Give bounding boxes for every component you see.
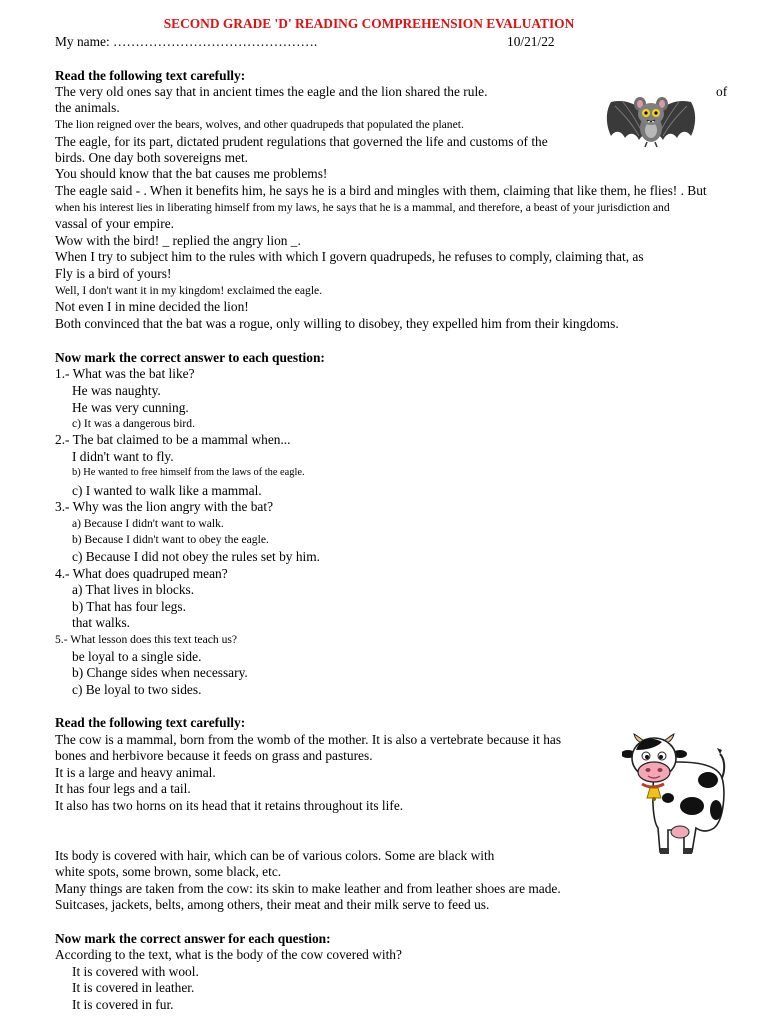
passage1-line: The eagle said - . When it benefits him, he says he is a bird and mingles with them, claiming that like them, he flies! . But bbox=[55, 183, 707, 198]
option[interactable]: It is covered with wool. bbox=[72, 964, 199, 979]
passage2-line: It also has two horns on its head that it retains throughout its life. bbox=[55, 798, 404, 813]
option[interactable]: b) Because I didn't want to obey the eagle. bbox=[72, 533, 269, 546]
option[interactable]: that walks. bbox=[72, 615, 131, 630]
option[interactable]: c) Be loyal to two sides. bbox=[72, 682, 202, 697]
passage1-line: The very old ones say that in ancient times the eagle and the lion shared the rule. bbox=[55, 84, 488, 99]
passage1-heading: Read the following text carefully: bbox=[55, 68, 246, 83]
passage1-line: When I try to subject him to the rules with which I govern quadrupeds, he refuses to comply, claiming that, as bbox=[55, 249, 644, 264]
option[interactable]: He was very cunning. bbox=[72, 400, 189, 415]
passage1-line: Wow with the bird! _ replied the angry lion _. bbox=[55, 233, 301, 248]
option[interactable]: a) Because I didn't want to walk. bbox=[72, 517, 224, 530]
option[interactable]: b) Change sides when necessary. bbox=[72, 665, 248, 680]
option[interactable]: c) I wanted to walk like a mammal. bbox=[72, 483, 262, 498]
passage2-line: bones and herbivore because it feeds on grass and pastures. bbox=[55, 748, 373, 763]
questions1-heading: Now mark the correct answer to each question: bbox=[55, 350, 325, 365]
question-3: 3.- Why was the lion angry with the bat? bbox=[55, 499, 274, 514]
passage1-line: Well, I don't want it in my kingdom! exclaimed the eagle. bbox=[55, 284, 323, 297]
passage2-line: Its body is covered with hair, which can be of various colors. Some are black with bbox=[55, 848, 495, 863]
passage1-line-end: of bbox=[716, 84, 728, 99]
option[interactable]: It is covered in leather. bbox=[72, 980, 195, 995]
page-title: SECOND GRADE 'D' READING COMPREHENSION EVALUATION bbox=[163, 16, 575, 31]
option[interactable]: b) He wanted to free himself from the laws of the eagle. bbox=[72, 467, 305, 478]
option[interactable]: c) It was a dangerous bird. bbox=[72, 417, 195, 430]
question-4: 4.- What does quadruped mean? bbox=[55, 566, 228, 581]
option[interactable]: c) Because I did not obey the rules set by him. bbox=[72, 549, 321, 564]
option[interactable]: I didn't want to fly. bbox=[72, 449, 174, 464]
date: 10/21/22 bbox=[507, 34, 555, 49]
passage2-line: It is a large and heavy animal. bbox=[55, 765, 216, 780]
passage2-line: The cow is a mammal, born from the womb of the mother. It is also a vertebrate because it has bbox=[55, 732, 562, 747]
option[interactable]: b) That has four legs. bbox=[72, 599, 186, 614]
passage2-line: Suitcases, jackets, belts, among others, their meat and their milk serve to feed us. bbox=[55, 897, 490, 912]
passage1-line: Both convinced that the bat was a rogue, only willing to disobey, they expelled him from their kingdoms. bbox=[55, 316, 619, 331]
passage2-line: It has four legs and a tail. bbox=[55, 781, 191, 796]
passage1-line: The eagle, for its part, dictated prudent regulations that governed the life and customs of the bbox=[55, 134, 548, 149]
passage1-line: vassal of your empire. bbox=[55, 216, 174, 231]
question-5: 5.- What lesson does this text teach us? bbox=[55, 633, 238, 646]
passage1-line: when his interest lies in liberating himself from my laws, he says that he is a mammal, and therefore, a beast of your jurisdiction and bbox=[55, 201, 670, 214]
option[interactable]: He was naughty. bbox=[72, 383, 161, 398]
passage2-heading: Read the following text carefully: bbox=[55, 715, 246, 730]
passage1-line: Not even I in mine decided the lion! bbox=[55, 299, 249, 314]
passage1-line: The lion reigned over the bears, wolves, and other quadrupeds that populated the planet. bbox=[55, 118, 464, 131]
cow-illustration bbox=[622, 728, 726, 856]
questions2-heading: Now mark the correct answer for each question: bbox=[55, 931, 331, 946]
name-label: My name: ………………………………………. bbox=[55, 34, 318, 49]
passage2-line: white spots, some brown, some black, etc. bbox=[55, 864, 282, 879]
passage1-line: You should know that the bat causes me problems! bbox=[55, 166, 328, 181]
passage1-line: Fly is a bird of yours! bbox=[55, 266, 172, 281]
passage1-line: birds. One day both sovereigns met. bbox=[55, 150, 249, 165]
question-2: 2.- The bat claimed to be a mammal when... bbox=[55, 432, 291, 447]
option[interactable]: be loyal to a single side. bbox=[72, 649, 202, 664]
passage1-line: the animals. bbox=[55, 100, 120, 115]
question-1: 1.- What was the bat like? bbox=[55, 366, 195, 381]
question-1: According to the text, what is the body of the cow covered with? bbox=[55, 947, 402, 962]
option[interactable]: It is covered in fur. bbox=[72, 997, 174, 1012]
bat-illustration bbox=[603, 92, 699, 154]
passage2-line: Many things are taken from the cow: its skin to make leather and from leather shoes are made. bbox=[55, 881, 561, 896]
option[interactable]: a) That lives in blocks. bbox=[72, 582, 195, 597]
